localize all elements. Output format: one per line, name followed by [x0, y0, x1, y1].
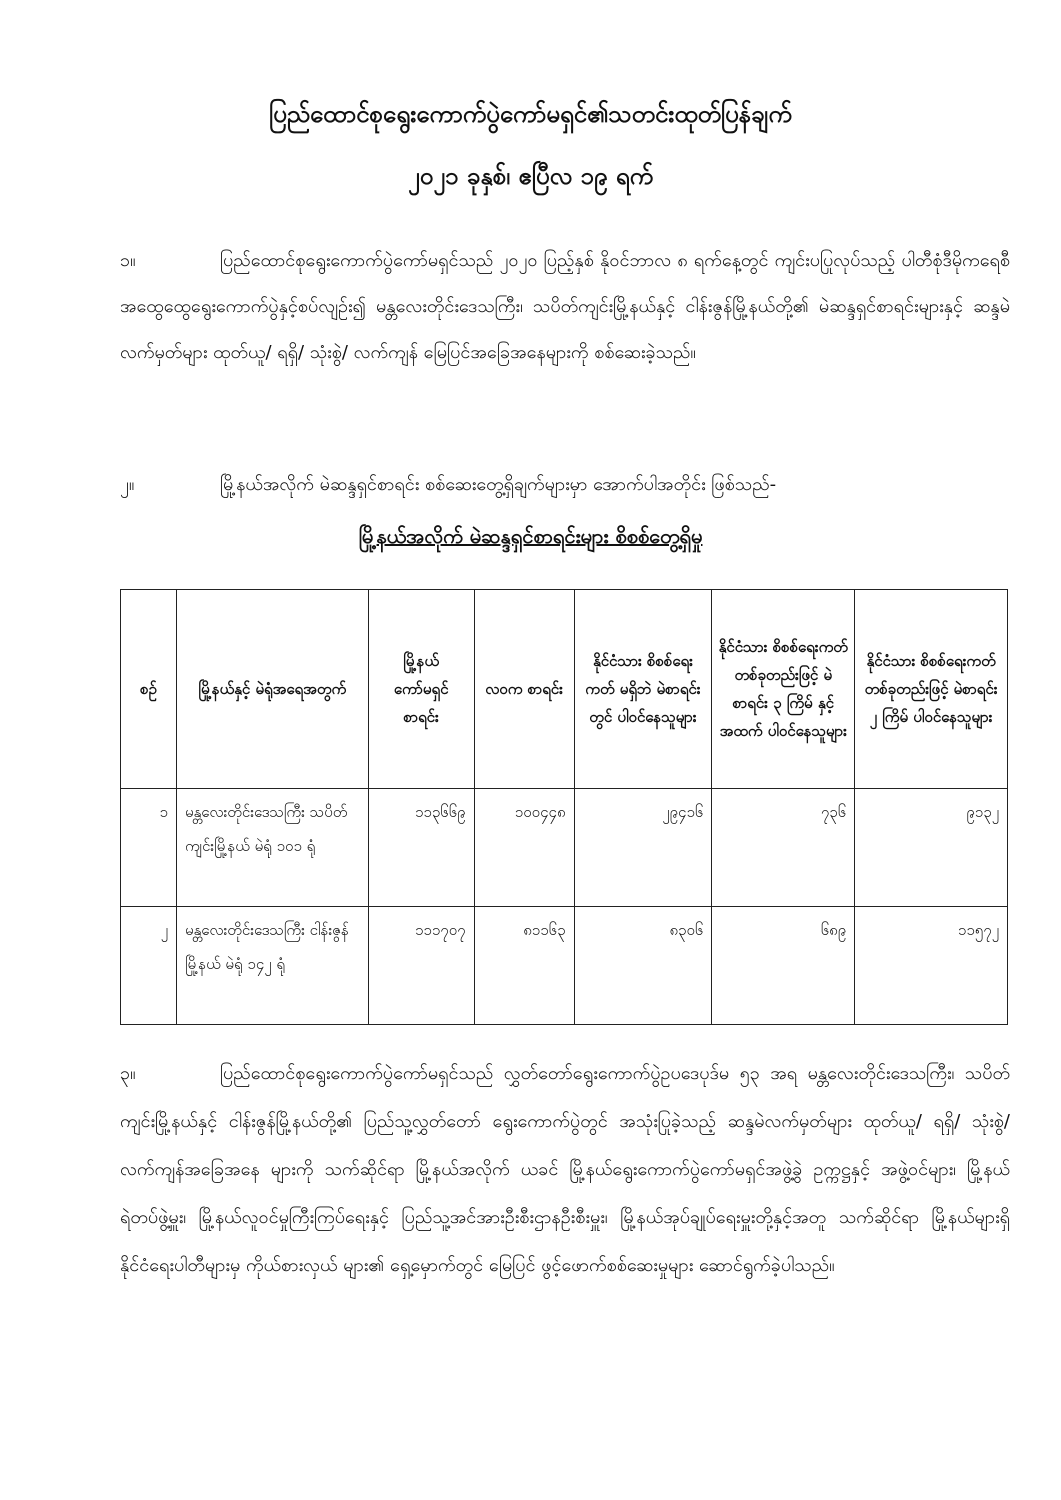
- cell-two-times: ၉၁၃၂: [855, 789, 1008, 907]
- cell-index: ၁: [121, 789, 177, 907]
- paragraph-2: [120, 462, 1010, 508]
- cell-index: ၂: [121, 907, 177, 1025]
- paragraph-3-text: ပြည်ထောင်စုရွေးကောက်ပွဲကော်မရှင်သည် လွှတ်တော်ရွေးကောက်ပွဲဥပဒေပုဒ်မ ၅၃ အရ မန္တလေးတိုင်းဒေသကြီး၊ သပိတ်ကျင်းမြို့နယ်နှင့် ငါန်းဇွန်မြို့နယ်တို့၏ ပြည်သူ့လွှတ်တော် ရွေးကောက်ပွဲတွင် အသုံးပြုခဲ့သည့် ဆန္ဒမဲလက်မှတ်များ ထုတ်ယူ/ ရရှိ/ သုံးစွဲ/ လက်ကျန်အခြေအနေ များကို သက်ဆိုင်ရာ မြို့နယ်အလိုက် ယခင် မြို့နယ်ရွေးကောက်ပွဲကော်မရှင်အဖွဲ့ခွဲ ဥက္ကဋ္ဌနှင့် အဖွဲ့ဝင်များ၊ မြို့နယ်ရဲတပ်ဖွဲ့မှူး၊ မြို့နယ်လူဝင်မှုကြီးကြပ်ရေးနှင့် ပြည်သူ့အင်အားဦးစီးဌာနဦးစီးမှူး၊ မြို့နယ်အုပ်ချုပ်ရေးမှူးတို့နှင့်အတူ သက်ဆိုင်ရာ မြို့နယ်များရှိ နိုင်ငံရေးပါတီများမှ ကိုယ်စားလှယ် များ၏ ရှေ့မှောက်တွင် မြေပြင် ဖွင့်ဖောက်စစ်ဆေးမှုများ ဆောင်ရွက်ခဲ့ပါသည်။: [120, 1063, 1010, 1276]
- table-header-row: [121, 590, 1008, 789]
- paragraph-1-text: ပြည်ထောင်စုရွေးကောက်ပွဲကော်မရှင်သည် ၂၀၂၀ ပြည့်နှစ် နိုဝင်ဘာလ ၈ ရက်နေ့တွင် ကျင်းပပြုလုပ်သည့် ပါတီစုံဒီမိုကရေစီအထွေထွေရွေးကောက်ပွဲနှင့်စပ်လျဉ်း၍ မန္တလေးတိုင်းဒေသကြီး၊ သပိတ်ကျင်းမြို့နယ်နှင့် ငါန်းဇွန်မြို့နယ်တို့၏ မဲဆန္ဒရှင်စာရင်းများနှင့် ဆန္ဒမဲလက်မှတ်များ ထုတ်ယူ/ ရရှိ/ သုံးစွဲ/ လက်ကျန် မြေပြင်အခြေအနေများကို စစ်ဆေးခဲ့သည်။: [120, 250, 1010, 363]
- header-index: စဉ်: [121, 590, 177, 789]
- cell-township: မန္တလေးတိုင်းဒေသကြီး ငါန်းဇွန်မြို့နယ် မဲရုံ ၁၄၂ ရုံ: [176, 907, 368, 1025]
- cell-three-times: ၆၈၉: [712, 907, 855, 1025]
- table-title-text: မြို့နယ်အလိုက် မဲဆန္ဒရှင်စာရင်းများ စိစစ်တွေ့ရှိမှု: [358, 524, 703, 548]
- cell-two-times: ၁၁၅၇၂: [855, 907, 1008, 1025]
- cell-township: မန္တလေးတိုင်းဒေသကြီး သပိတ်ကျင်းမြို့နယ် မဲရုံ ၁၀၁ ရုံ: [176, 789, 368, 907]
- table-row: [121, 789, 1008, 907]
- paragraph-3-number: ၃။: [120, 1063, 136, 1084]
- paragraph-1-number: ၁။: [120, 250, 136, 271]
- table-row: [121, 907, 1008, 1025]
- cell-no-card: ၂၉၄၁၆: [574, 789, 712, 907]
- paragraph-2-number: ၂။: [120, 474, 135, 495]
- cell-commission: ၁၁၁၇၀၇: [368, 907, 474, 1025]
- document-title: ပြည်ထောင်စုရွေးကောက်ပွဲကော်မရှင်၏သတင်းထုတ်ပြန်ချက်: [269, 100, 792, 128]
- paragraph-3: [120, 1050, 1010, 1290]
- cell-immigration: ၁၀၀၄၄၈: [474, 789, 574, 907]
- header-three-times: နိုင်ငံသား စိစစ်ရေးကတ် တစ်ခုတည်းဖြင့် မဲစာရင်း ၃ ကြိမ် နှင့် အထက် ပါဝင်နေသူများ: [712, 590, 855, 789]
- results-table: [120, 589, 1008, 1025]
- cell-no-card: ၈၃၀၆: [574, 907, 712, 1025]
- table-title: [0, 523, 1061, 553]
- paragraph-1: [120, 238, 1010, 376]
- cell-commission: ၁၁၃၆၆၉: [368, 789, 474, 907]
- paragraph-2-text: မြို့နယ်အလိုက် မဲဆန္ဒရှင်စာရင်း စစ်ဆေးတွေ့ရှိချက်များမှာ အောက်ပါအတိုင်း ဖြစ်သည်-: [220, 474, 777, 495]
- header-immigration-list: လဝက စာရင်း: [474, 590, 574, 789]
- cell-immigration: ၈၁၁၆၃: [474, 907, 574, 1025]
- header-two-times: နိုင်ငံသား စိစစ်ရေးကတ် တစ်ခုတည်းဖြင့် မဲစာရင်း ၂ ကြိမ် ပါဝင်နေသူများ: [855, 590, 1008, 789]
- cell-three-times: ၇၃၆: [712, 789, 855, 907]
- header-commission-list: မြို့နယ် ကော်မရှင် စာရင်း: [368, 590, 474, 789]
- header-township: မြို့နယ်နှင့် မဲရုံအရေအတွက်: [176, 590, 368, 789]
- document-date: ၂၀၂၁ ခုနှစ်၊ ဧပြီလ ၁၉ ရက်: [407, 162, 654, 190]
- header-no-card: နိုင်ငံသား စိစစ်ရေးကတ် မရှိဘဲ မဲစာရင်းတွင် ပါဝင်နေသူများ: [574, 590, 712, 789]
